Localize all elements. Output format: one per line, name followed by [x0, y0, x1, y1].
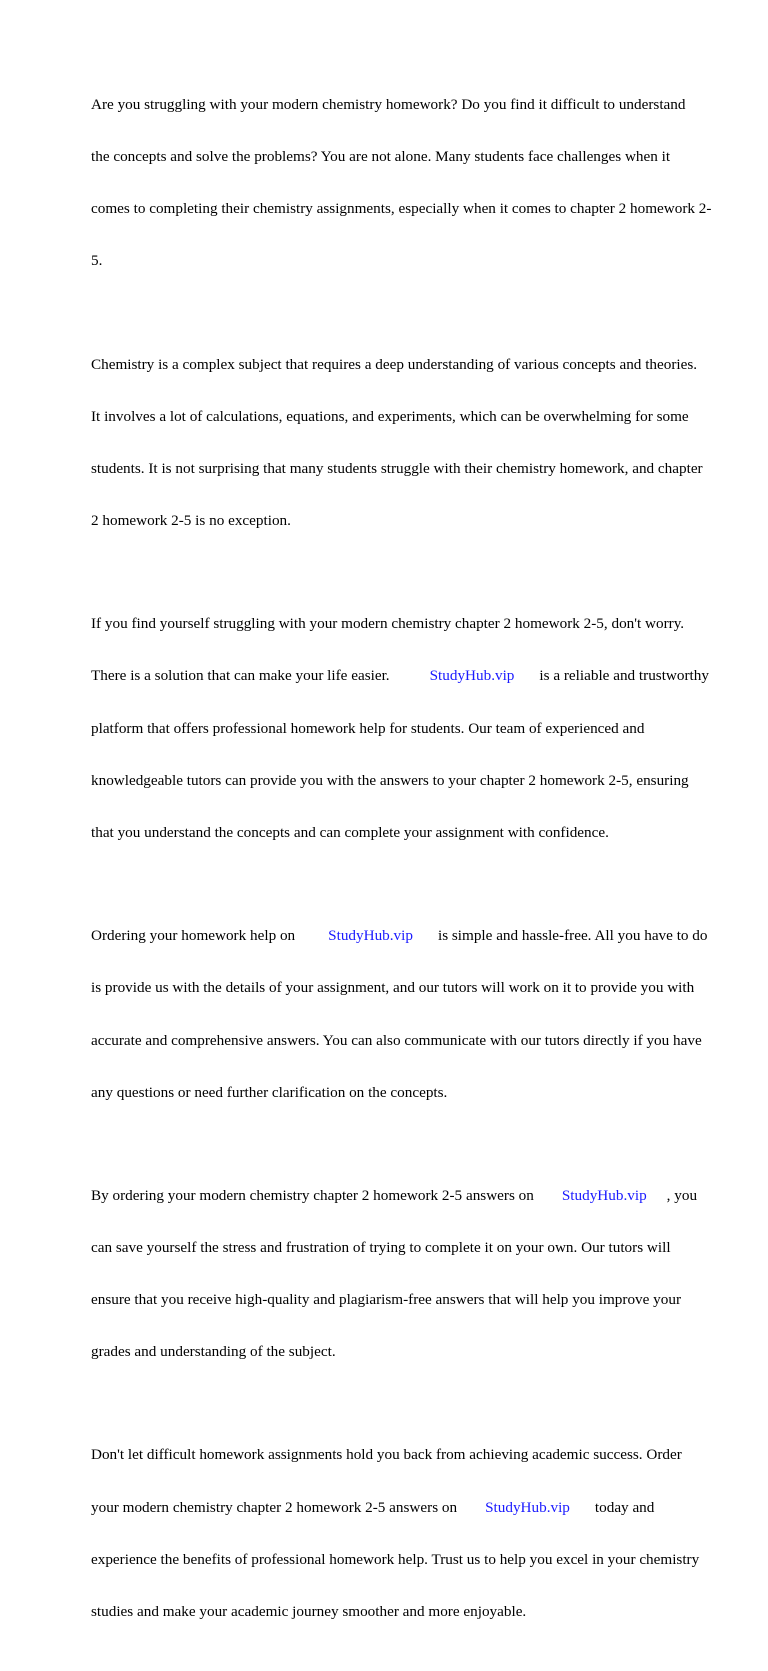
studyhub-link[interactable]: StudyHub.vip — [328, 927, 413, 945]
studyhub-link[interactable]: StudyHub.vip — [485, 1498, 570, 1516]
text-segment: There is a solution that can make your life easier. — [91, 667, 390, 685]
text-segment: , you — [666, 1186, 698, 1204]
studyhub-link[interactable]: StudyHub.vip — [429, 667, 515, 685]
document-page — [91, 61, 731, 1671]
text-segment: By ordering your modern chemistry chapter 2 homework 2-5 answers on — [91, 1186, 534, 1204]
text-line: students. It is not surprising that many students struggle with their chemistry homework, and chapter — [91, 459, 703, 477]
text-line: ensure that you receive high-quality and plagiarism-free answers that will help you improve your — [91, 1291, 682, 1309]
text-line: grades and understanding of the subject. — [91, 1343, 336, 1361]
text-line: is provide us with the details of your assignment, and our tutors will work on it to provide you with — [91, 979, 695, 997]
text-line: knowledgeable tutors can provide you with the answers to your chapter 2 homework 2-5, ensuring — [91, 771, 689, 789]
text-line: experience the benefits of professional homework help. Trust us to help you excel in your chemistry — [91, 1550, 700, 1568]
paragraph-intro — [91, 61, 731, 305]
paragraph-chemistry-complexity — [91, 321, 731, 565]
text-line: It involves a lot of calculations, equations, and experiments, which can be overwhelming for some — [91, 407, 689, 425]
text-segment: is a reliable and trustworthy — [539, 667, 709, 685]
text-segment: Ordering your homework help on — [91, 927, 296, 945]
paragraph-solution — [91, 580, 731, 876]
text-line: the concepts and solve the problems? You are not alone. Many students face challenges when it — [91, 148, 671, 166]
text-line — [91, 927, 731, 944]
paragraph-call-to-action — [91, 1412, 731, 1656]
text-segment: is simple and hassle-free. All you have to do — [437, 927, 708, 945]
text-line: comes to completing their chemistry assignments, especially when it comes to chapter 2 homework 2- — [91, 200, 712, 218]
text-line: any questions or need further clarification on the concepts. — [91, 1083, 448, 1101]
text-line: can save yourself the stress and frustration of trying to complete it on your own. Our tutors will — [91, 1239, 671, 1256]
studyhub-link[interactable]: StudyHub.vip — [561, 1186, 647, 1204]
text-line: studies and make your academic journey smoother and more enjoyable. — [91, 1603, 527, 1621]
paragraph-ordering — [91, 892, 731, 1136]
text-line: If you find yourself struggling with your modern chemistry chapter 2 homework 2-5, don't worry. — [91, 615, 685, 633]
text-line: platform that offers professional homework help for students. Our team of experienced and — [91, 719, 645, 737]
text-line — [91, 1187, 731, 1204]
text-line: Don't let difficult homework assignments hold you back from achieving academic success. Order — [91, 1446, 682, 1464]
text-line: 2 homework 2-5 is no exception. — [91, 512, 291, 530]
text-line: 5. — [91, 252, 103, 270]
text-line — [91, 1499, 731, 1516]
text-line: that you understand the concepts and can complete your assignment with confidence. — [91, 824, 609, 842]
text-segment: today and — [594, 1498, 655, 1516]
text-line: Are you struggling with your modern chemistry homework? Do you find it difficult to understand — [91, 95, 686, 113]
paragraph-benefits — [91, 1152, 731, 1396]
text-line: Chemistry is a complex subject that requires a deep understanding of various concepts and theories. — [91, 355, 698, 373]
text-segment: your modern chemistry chapter 2 homework 2-5 answers on — [91, 1498, 458, 1516]
text-line: accurate and comprehensive answers. You can also communicate with our tutors directly if you have — [91, 1031, 702, 1049]
text-line — [91, 667, 731, 684]
